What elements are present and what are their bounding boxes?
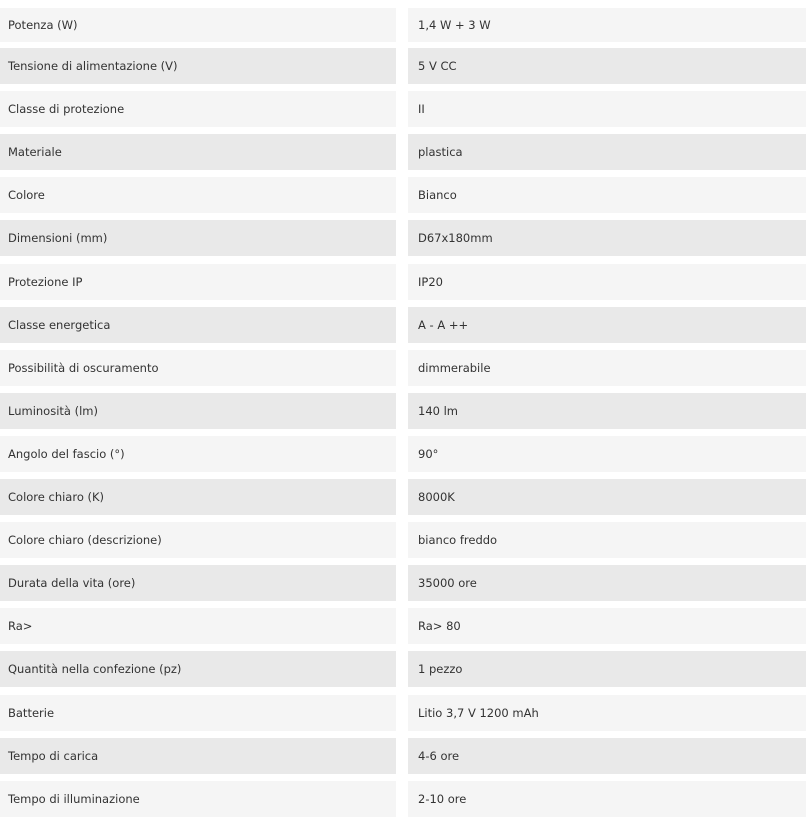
spec-value: 5 V CC [408,48,806,84]
spec-value: dimmerabile [408,350,806,386]
spec-label: Durata della vita (ore) [0,565,396,601]
spec-label: Tensione di alimentazione (V) [0,48,396,84]
spec-label: Quantità nella confezione (pz) [0,651,396,687]
spec-label: Possibilità di oscuramento [0,350,396,386]
spec-row [0,388,806,431]
spec-label: Tempo di illuminazione [0,781,396,817]
spec-value: Ra> 80 [408,608,806,644]
spec-row [0,215,806,258]
spec-row [0,690,806,733]
spec-row [0,776,806,819]
spec-value: 2-10 ore [408,781,806,817]
spec-label: Protezione IP [0,264,396,300]
spec-value: A - A ++ [408,307,806,343]
spec-row [0,345,806,388]
spec-value: 1,4 W + 3 W [408,8,806,42]
spec-row [0,431,806,474]
spec-value: D67x180mm [408,220,806,256]
spec-row [0,0,806,43]
spec-row [0,129,806,172]
spec-label: Potenza (W) [0,8,396,42]
spec-value: 1 pezzo [408,651,806,687]
spec-label: Batterie [0,695,396,731]
spec-label: Angolo del fascio (°) [0,436,396,472]
spec-row [0,603,806,646]
spec-value: 8000K [408,479,806,515]
spec-label: Dimensioni (mm) [0,220,396,256]
spec-value: Bianco [408,177,806,213]
spec-row [0,560,806,603]
spec-label: Colore chiaro (descrizione) [0,522,396,558]
spec-row [0,517,806,560]
spec-value: 35000 ore [408,565,806,601]
spec-value: 90° [408,436,806,472]
spec-label: Luminosità (lm) [0,393,396,429]
spec-label: Colore chiaro (K) [0,479,396,515]
spec-label: Classe energetica [0,307,396,343]
spec-row [0,646,806,689]
spec-row [0,733,806,776]
spec-row [0,474,806,517]
spec-value: II [408,91,806,127]
spec-label: Materiale [0,134,396,170]
spec-value: 140 lm [408,393,806,429]
spec-value: Litio 3,7 V 1200 mAh [408,695,806,731]
spec-value: 4-6 ore [408,738,806,774]
spec-row [0,172,806,215]
spec-label: Colore [0,177,396,213]
spec-label: Tempo di carica [0,738,396,774]
spec-label: Classe di protezione [0,91,396,127]
spec-value: IP20 [408,264,806,300]
spec-value: bianco freddo [408,522,806,558]
spec-row [0,259,806,302]
spec-row [0,86,806,129]
spec-label: Ra> [0,608,396,644]
spec-row [0,43,806,86]
spec-value: plastica [408,134,806,170]
spec-row [0,302,806,345]
